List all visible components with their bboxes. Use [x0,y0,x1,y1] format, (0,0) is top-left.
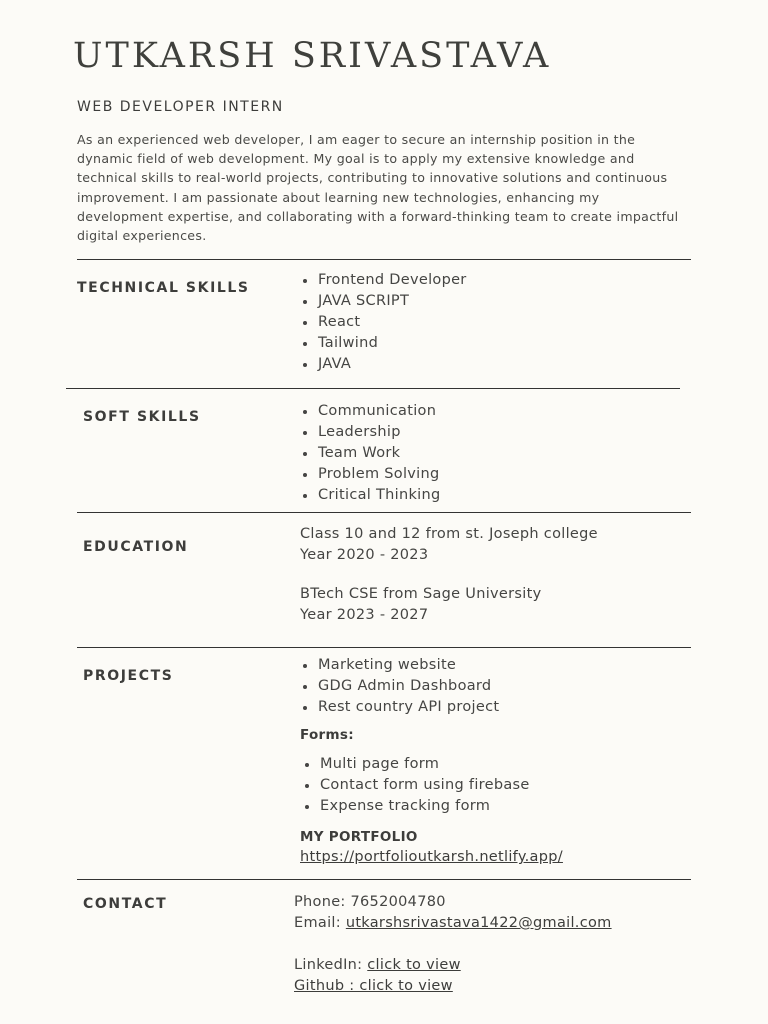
projects-list [300,655,499,718]
list-item: Expense tracking form [302,796,530,817]
linkedin-link[interactable]: click to view [367,957,461,973]
forms-list [302,754,530,817]
forms-label: Forms: [300,727,354,743]
list-item: Frontend Developer [300,270,467,291]
list-item: React [300,312,467,333]
divider [66,388,680,389]
education-heading: EDUCATION [83,539,189,555]
list-item: Leadership [300,422,441,443]
summary-paragraph: As an experienced web developer, I am eager to secure an internship position in the dynamic field of web development. My goal is to apply my extensive knowledge and technical skills to real-world projects, contributing to innovative solutions and continuous improvement. I am passionate about learning new technologies, enhancing my development expertise, and collaborating with a forward-thinking team to create impactful digital experiences. [77,132,679,244]
contact-heading: CONTACT [83,896,168,912]
list-item: Contact form using firebase [302,775,530,796]
education-entry-years: Year 2020 - 2023 [300,547,429,563]
list-item: Problem Solving [300,464,441,485]
portfolio-link[interactable]: https://portfolioutkarsh.netlify.app/ [300,849,563,865]
list-item: Critical Thinking [300,485,441,506]
email-link[interactable]: utkarshsrivastava1422@gmail.com [345,915,612,931]
list-item: Tailwind [300,333,467,354]
divider [77,879,691,880]
candidate-name: UTKARSH SRIVASTAVA [73,36,552,76]
phone-number: Phone: 7652004780 [294,894,446,910]
education-entry-title: BTech CSE from Sage University [300,586,542,602]
list-item: JAVA [300,354,467,375]
education-entry-years: Year 2023 - 2027 [300,607,429,623]
list-item: JAVA SCRIPT [300,291,467,312]
list-item: Marketing website [300,655,499,676]
education-entry-title: Class 10 and 12 from st. Joseph college [300,526,598,542]
projects-heading: PROJECTS [83,668,174,684]
technical-skills-list [300,270,467,375]
list-item: Communication [300,401,441,422]
linkedin-label: LinkedIn: [294,957,368,973]
divider [77,512,691,513]
email-label: Email: [294,915,346,931]
github-link[interactable]: Github : click to view [294,978,453,994]
soft-skills-heading: SOFT SKILLS [83,409,201,425]
list-item: GDG Admin Dashboard [300,676,499,697]
list-item: Team Work [300,443,441,464]
technical-skills-heading: TECHNICAL SKILLS [77,280,250,296]
divider [77,647,691,648]
job-title: WEB DEVELOPER INTERN [77,99,284,115]
divider [77,259,691,260]
list-item: Multi page form [302,754,530,775]
soft-skills-list [300,401,441,506]
list-item: Rest country API project [300,697,499,718]
portfolio-label: MY PORTFOLIO [300,829,418,845]
